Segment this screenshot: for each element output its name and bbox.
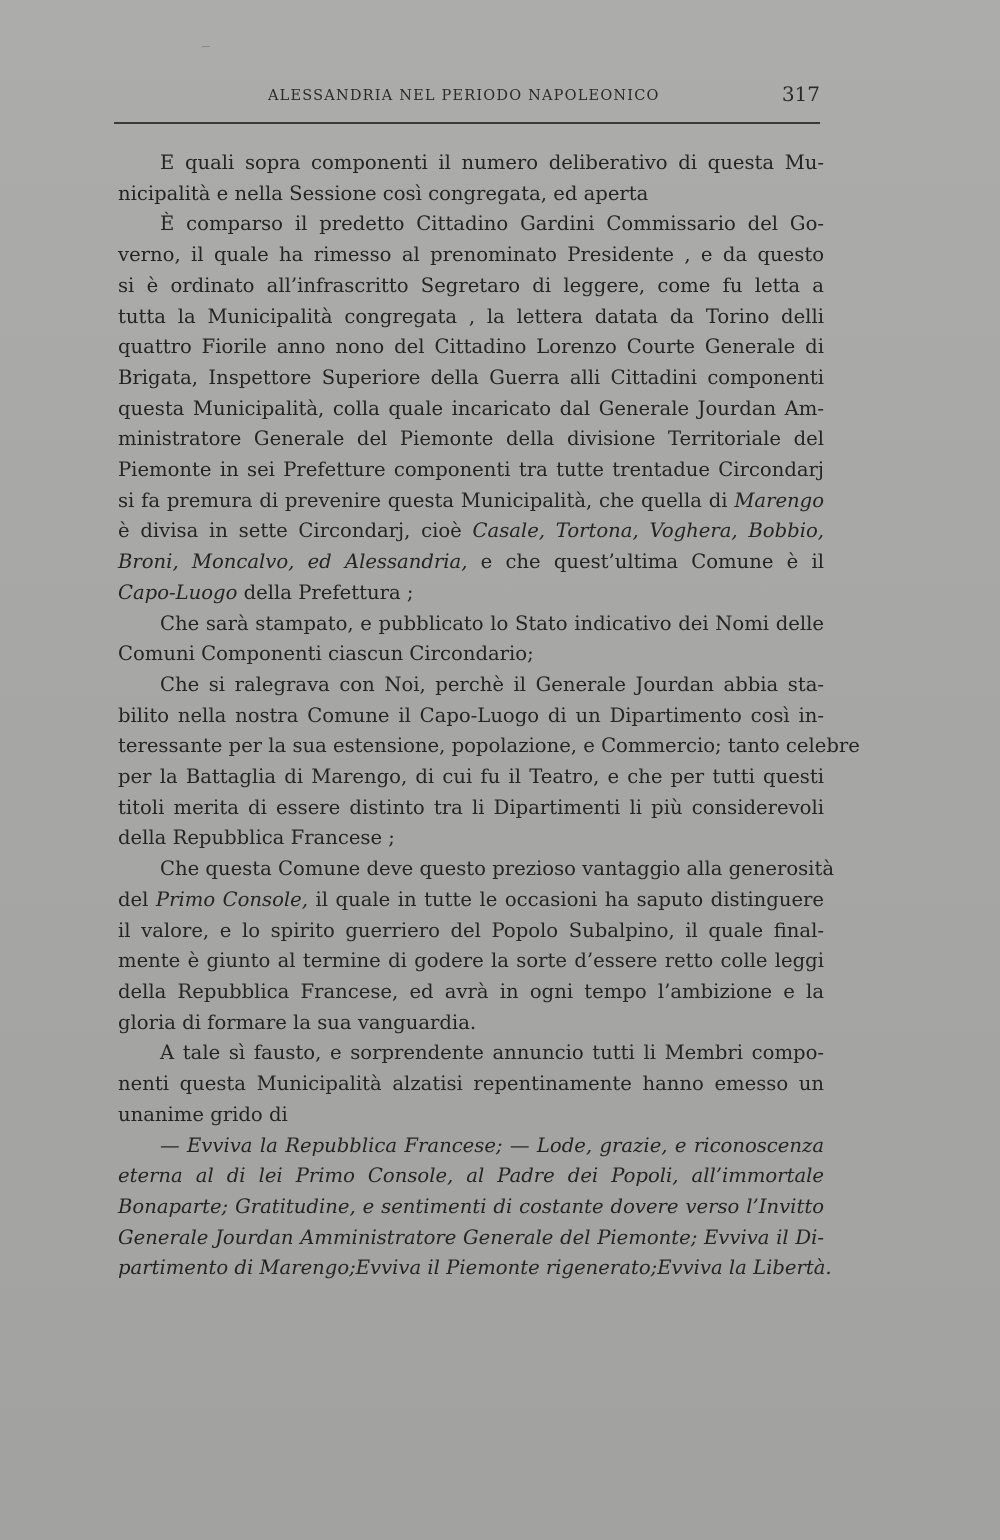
text-line (118, 1069, 824, 1100)
text-line (118, 793, 824, 824)
text-line (118, 609, 824, 640)
text-line (118, 424, 824, 455)
text-run: Brigata, Inspettore Superiore della Guerra alli Cittadini componenti (118, 365, 824, 389)
text-line (118, 455, 824, 486)
text-line (118, 148, 824, 179)
text-line (118, 578, 824, 609)
italic-text: Casale, Tortona, Voghera, Bobbio, (472, 519, 824, 543)
text-run: si è ordinato all’infrascritto Segretaro di leggere, come fu letta a (118, 273, 824, 297)
text-line (118, 946, 824, 977)
text-line (118, 1008, 824, 1039)
text-run: Piemonte in sei Prefetture componenti tra tutte trentadue Circondarj (118, 458, 824, 482)
text-run: il quale in tutte le occasioni ha saputo distinguere (307, 887, 824, 911)
text-line (118, 240, 824, 271)
text-run: gloria di formare la sua vanguardia. (118, 1010, 477, 1034)
page-mark (202, 46, 210, 47)
text-line (118, 885, 824, 916)
text-line (118, 486, 824, 517)
italic-text: Marengo (734, 488, 824, 512)
text-run: il valore, e lo spirito guerriero del Popolo Subalpino, il quale final- (118, 918, 824, 942)
header-rule (114, 122, 820, 124)
text-line (118, 1038, 824, 1069)
text-run: E quali sopra componenti il numero deliberativo di questa Mu- (160, 151, 824, 174)
text-line (118, 823, 824, 854)
text-run: ministratore Generale del Piemonte della divisione Territoriale del (118, 427, 824, 451)
text-line (118, 271, 824, 302)
italic-text: partimento di Marengo;Evviva il Piemonte rigenerato;Evviva la Libertà. (118, 1256, 832, 1280)
page-header (114, 78, 820, 122)
text-line (118, 363, 824, 394)
text-run: della Prefettura ; (237, 580, 414, 604)
text-line (118, 179, 824, 210)
text-line (118, 1100, 824, 1131)
text-run: nicipalità e nella Sessione così congregata, ed aperta (118, 181, 649, 205)
italic-text: Bonaparte; Gratitudine, e sentimenti di costante dovere verso l’Invitto (118, 1194, 824, 1218)
italic-text: Generale Jourdan Amministratore Generale del Piemonte; Evviva il Di- (118, 1225, 824, 1249)
text-line (118, 916, 824, 947)
running-title: ALESSANDRIA NEL PERIODO NAPOLEONICO (268, 88, 660, 104)
text-run: mente è giunto al termine di godere la sorte d’essere retto colle leggi (118, 949, 824, 973)
text-line (118, 1192, 824, 1223)
text-line (118, 394, 824, 425)
text-line (118, 547, 824, 578)
text-run: è divisa in sette Circondarj, cioè (118, 519, 473, 543)
body-text (118, 148, 860, 1284)
text-line (118, 1223, 824, 1254)
text-run: teressante per la sua estensione, popolazione, e Commercio; tanto celebre (118, 734, 860, 758)
text-run: del (118, 887, 156, 911)
text-line (118, 302, 824, 333)
text-line (118, 1253, 832, 1284)
text-line (118, 209, 824, 240)
text-run: A tale sì fausto, e sorprendente annuncio tutti li Membri compo- (160, 1041, 824, 1065)
text-line (118, 762, 824, 793)
text-run: quattro Fiorile anno nono del Cittadino Lorenzo Courte Generale di (118, 335, 824, 359)
page-number: 317 (781, 82, 820, 106)
text-line (118, 701, 824, 732)
text-line (118, 1131, 824, 1162)
text-line (118, 516, 824, 547)
text-run: si fa premura di prevenire questa Municipalità, che quella di (118, 488, 735, 512)
text-run: tutta la Municipalità congregata , la lettera datata da Torino delli (118, 304, 824, 328)
text-run: unanime grido di (118, 1102, 288, 1126)
text-line (118, 639, 824, 670)
text-run: della Repubblica Francese, ed avrà in ogni tempo l’ambizione e la (118, 979, 824, 1003)
text-run: Che si ralegrava con Noi, perchè il Generale Jourdan abbia sta- (160, 672, 824, 696)
text-run: titoli merita di essere distinto tra li Dipartimenti li più considerevoli (118, 795, 824, 819)
text-run: Comuni Componenti ciascun Circondario; (118, 642, 534, 666)
text-run: per la Battaglia di Marengo, di cui fu il Teatro, e che per tutti questi (118, 765, 824, 789)
text-run: nenti questa Municipalità alzatisi repentinamente hanno emesso un (118, 1072, 824, 1096)
text-run: Che sarà stampato, e pubblicato lo Stato indicativo dei Nomi delle (160, 611, 824, 635)
italic-text: Capo-Luogo (118, 580, 238, 604)
text-run: verno, il quale ha rimesso al prenominato Presidente , e da questo (118, 243, 824, 267)
text-run: della Repubblica Francese ; (118, 826, 395, 850)
text-line (118, 332, 824, 363)
text-line (118, 731, 860, 762)
text-line (118, 854, 834, 885)
italic-text: — Evviva la Repubblica Francese; — Lode, grazie, e riconoscenza (160, 1133, 824, 1157)
text-run: questa Municipalità, colla quale incaricato dal Generale Jourdan Am- (118, 396, 824, 420)
text-line (118, 977, 824, 1008)
italic-text: eterna al di lei Primo Console, al Padre dei Popoli, all’immortale (118, 1164, 824, 1188)
text-run: bilito nella nostra Comune il Capo-Luogo di un Dipartimento così in- (118, 703, 824, 727)
italic-text: Broni, Moncalvo, ed Alessandria, (118, 550, 468, 574)
text-line (118, 670, 824, 701)
text-run: È comparso il predetto Cittadino Gardini Commissario del Go- (160, 212, 824, 236)
text-line (118, 1161, 824, 1192)
italic-text: Primo Console, (155, 887, 308, 911)
text-run: Che questa Comune deve questo prezioso vantaggio alla generosità (160, 857, 834, 881)
text-run: e che quest’ultima Comune è il (467, 550, 824, 574)
